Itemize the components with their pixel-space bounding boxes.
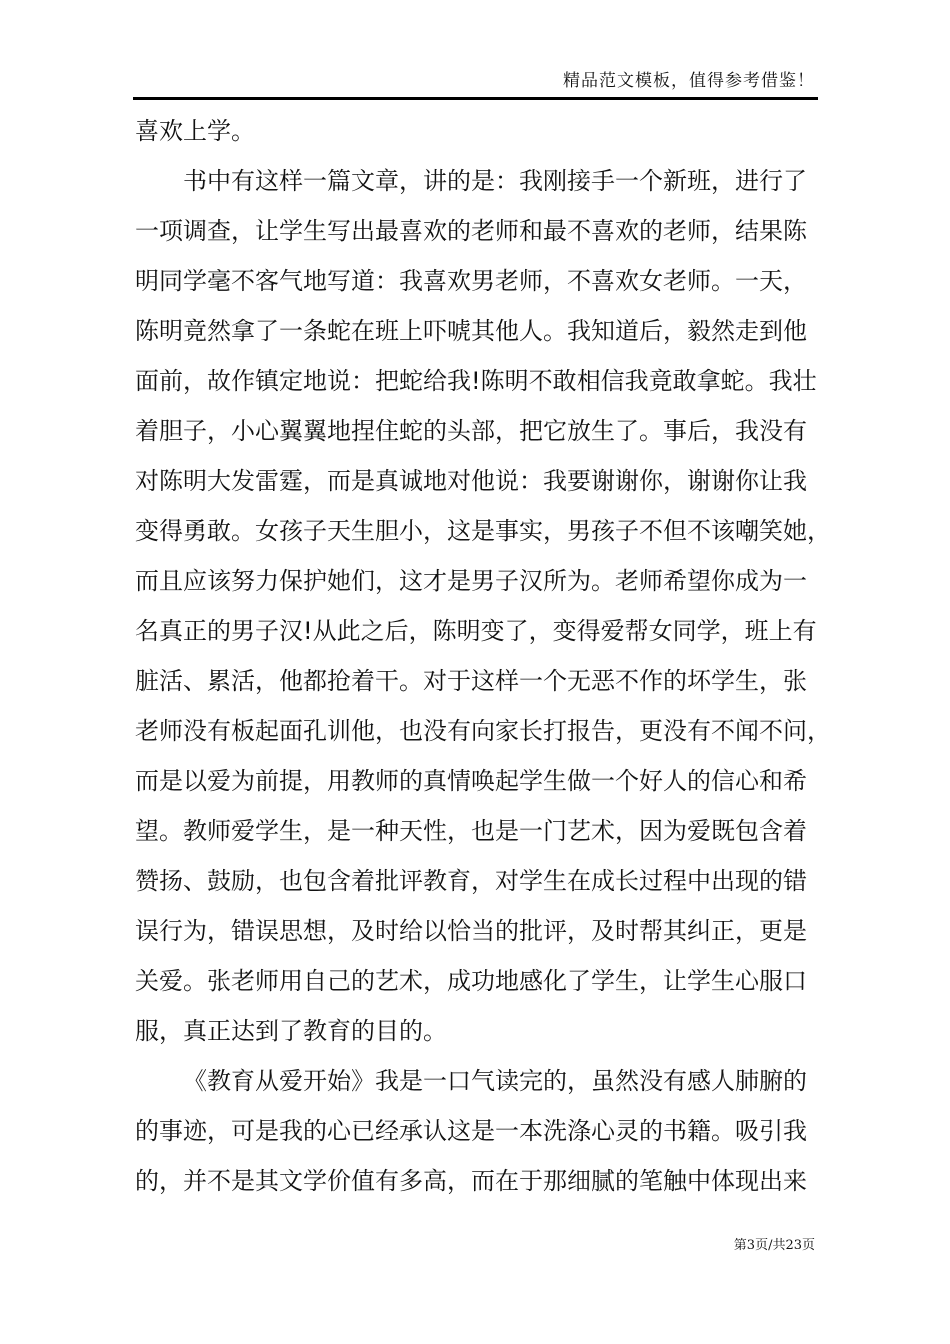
- text-line: 而且应该努力保护她们，这才是男子汉所为。老师希望你成为一: [135, 567, 807, 595]
- text-line: 喜欢上学。: [135, 117, 255, 145]
- text-line: 名真正的男子汉!从此之后，陈明变了，变得爱帮女同学，班上有: [135, 617, 817, 645]
- document-body: [135, 106, 831, 1206]
- text-line: 误行为，错误思想，及时给以恰当的批评，及时帮其纠正，更是: [135, 917, 807, 945]
- text-line: 着胆子，小心翼翼地捏住蛇的头部，把它放生了。事后，我没有: [135, 417, 807, 445]
- text-line: 的事迹，可是我的心已经承认这是一本洗涤心灵的书籍。吸引我: [135, 1117, 807, 1145]
- paragraph-start: 书中有这样一篇文章，讲的是：我刚接手一个新班，进行了: [183, 167, 807, 195]
- text-line: 脏活、累活，他都抢着干。对于这样一个无恶不作的坏学生，张: [135, 667, 807, 695]
- text-line: 而是以爱为前提，用教师的真情唤起学生做一个好人的信心和希: [135, 767, 807, 795]
- page-header: 精品范文模板，值得参考借鉴！: [563, 71, 815, 91]
- text-line: 赞扬、鼓励，也包含着批评教育，对学生在成长过程中出现的错: [135, 867, 807, 895]
- text-line: 对陈明大发雷霆，而是真诚地对他说：我要谢谢你，谢谢你让我: [135, 467, 807, 495]
- text-line: 望。教师爱学生，是一种天性，也是一门艺术，因为爱既包含着: [135, 817, 807, 845]
- text-line: 老师没有板起面孔训他，也没有向家长打报告，更没有不闻不问，: [135, 717, 831, 745]
- text-line: 关爱。张老师用自己的艺术，成功地感化了学生，让学生心服口: [135, 967, 807, 995]
- text-line: 一项调查，让学生写出最喜欢的老师和最不喜欢的老师，结果陈: [135, 217, 807, 245]
- text-line: 陈明竟然拿了一条蛇在班上吓唬其他人。我知道后，毅然走到他: [135, 317, 807, 345]
- text-line: 变得勇敢。女孩子天生胆小，这是事实，男孩子不但不该嘲笑她，: [135, 517, 831, 545]
- page-number: 第3页/共23页: [733, 1238, 815, 1253]
- text-line: 服，真正达到了教育的目的。: [135, 1017, 447, 1045]
- header-divider: [133, 97, 818, 100]
- text-line: 明同学毫不客气地写道：我喜欢男老师，不喜欢女老师。一天，: [135, 267, 807, 295]
- text-line: 的，并不是其文学价值有多高，而在于那细腻的笔触中体现出来: [135, 1167, 807, 1195]
- paragraph-start: 《教育从爱开始》我是一口气读完的，虽然没有感人肺腑的: [183, 1067, 807, 1095]
- text-line: 面前，故作镇定地说：把蛇给我!陈明不敢相信我竟敢拿蛇。我壮: [135, 367, 817, 395]
